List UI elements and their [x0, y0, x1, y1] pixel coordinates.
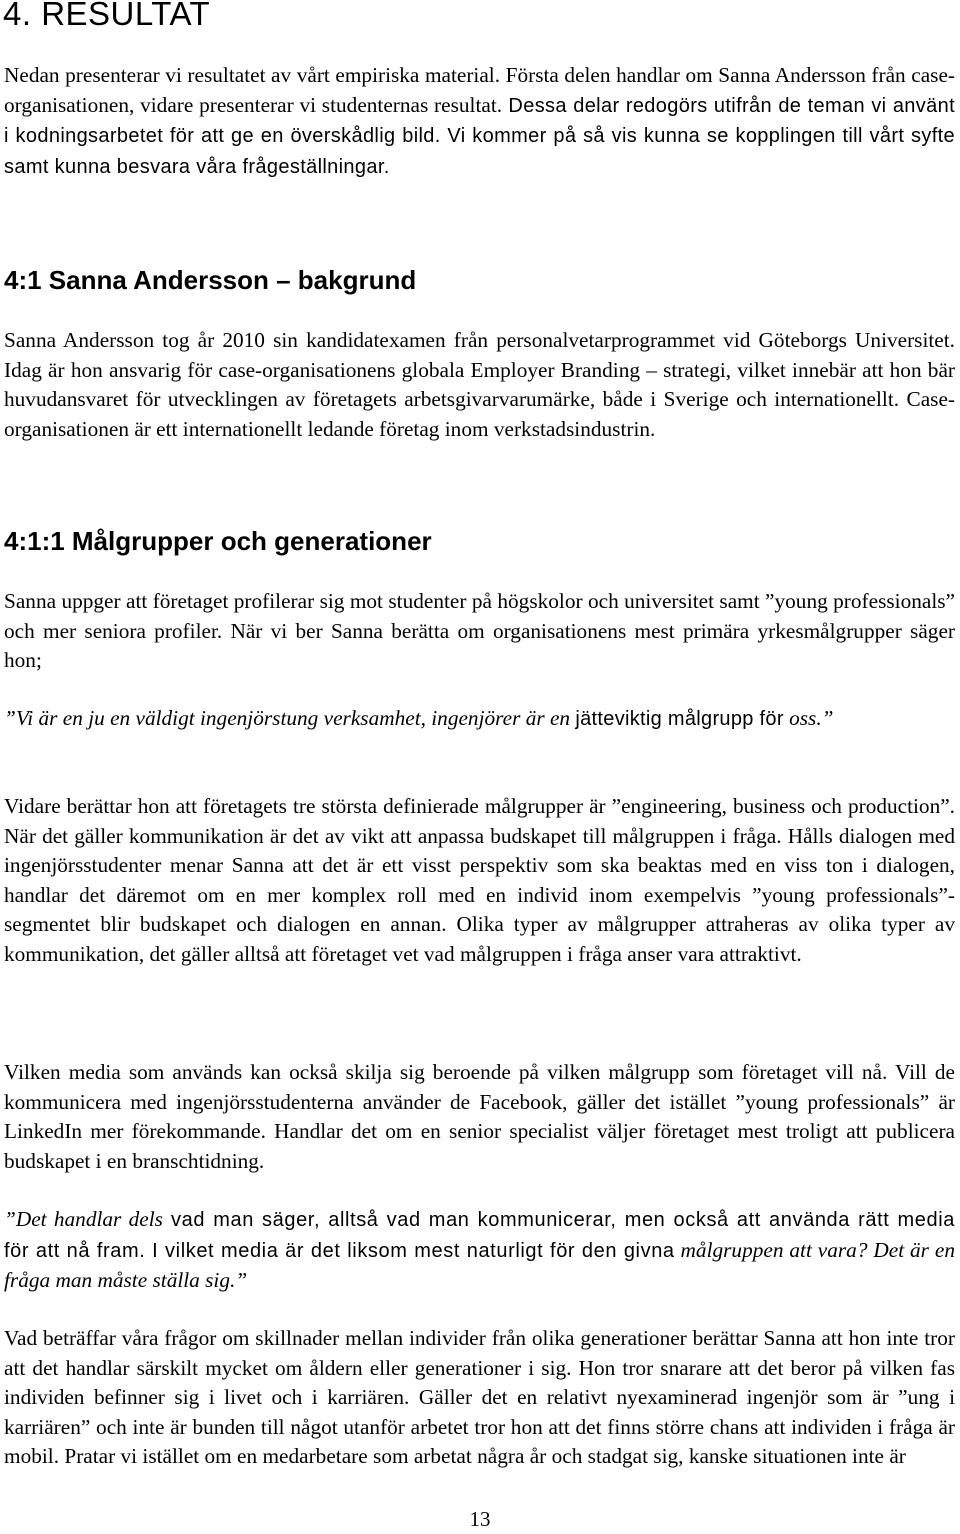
- section-4-1-1-paragraph-3: Vilken media som används kan också skilja sig beroende på vilken målgrupp som företaget vill nå. Vill de kommunicera med ingenjörsstudenterna använder de Facebook, gäller det istället ”young professionals” är LinkedIn mer förekommande. Handlar det om en senior specialist väljer företaget mest troligt att publicera budskapet i en branschtidning.: [4, 1060, 955, 1173]
- page-number: 13: [469, 1507, 491, 1531]
- intro-sentence-2: Dessa delar redogörs utifrån de teman vi använt i kodningsarbetet för att ge en överskådlig bild. Vi kommer på så vis kunna se kopplingen till vårt syfte samt kunna besvara våra frågeställningar.: [4, 94, 955, 178]
- quote-2: [4, 1205, 955, 1296]
- section-heading-4-1-1: 4:1:1 Målgrupper och generationer: [4, 526, 432, 556]
- quote-2-regular: vad man säger, alltså vad man kommunicerar, men också att använda rätt media för att nå fram. I vilket media är det liksom mest naturligt för den givna: [4, 1209, 955, 1262]
- section-4-1-1-paragraph-4: Vad beträffar våra frågor om skillnader mellan individer från olika generationer berättar Sanna att hon inte tror att det handlar särskilt mycket om åldern eller generationer i sig. Hon tror snarare att det beror på vilken fas individen befinner sig i livet och i karriären. Gäller det en relativt nyexaminerad ingenjör som är ”ung i karriären” och inte är bunden till något utanför arbetet tror hon att det finns större chans att individen i fråga är mobil. Pratar vi istället om en medarbetare som arbetat några år och stadgat sig, kanske situationen inte är: [4, 1326, 955, 1468]
- section-4-1-1-paragraph-1: Sanna uppger att företaget profilerar sig mot studenter på högskolor och universitet samt ”young professionals” och mer seniora profiler. När vi ber Sanna berätta om organisationens mest primära yrkesmålgrupper säger hon;: [4, 589, 955, 672]
- quote-2-italic-b: målgruppen att vara? Det är en fråga man måste ställa sig.”: [4, 1237, 955, 1292]
- section-4-1-1-paragraph-2: Vidare berättar hon att företagets tre största definierade målgrupper är ”engineering, business och production”. När det gäller kommunikation är det av vikt att anpassa budskapet till målgruppen i fråga. Hålls dialogen med ingenjörsstudenter menar Sanna att det är ett visst perspektiv som ska beaktas med en viss ton i dialogen, handlar det däremot om en mer komplex roll med en individ inom exempelvis ”young professionals”-segmentet blir budskapet och dialogen en annan. Olika typer av målgrupper attraheras av olika typer av kommunikation, det gäller alltså att företaget vet vad målgruppen i fråga anser vara attraktivt.: [4, 794, 955, 966]
- quote-2-italic-a: ”Det handlar dels: [4, 1207, 163, 1231]
- quote-1-italic-a: ”Vi är en ju en väldigt ingenjörstung verksamhet, ingenjörer är en: [4, 706, 576, 730]
- quote-1-italic-b: oss.”: [783, 706, 834, 730]
- section-heading-4-1: 4:1 Sanna Andersson – bakgrund: [4, 265, 417, 295]
- intro-sentence-1: Nedan presenterar vi resultatet av vårt empiriska material. Första delen handlar om Sanna Andersson från case-organisationen, vidare presenterar vi studenternas resultat.: [4, 63, 955, 117]
- quote-1: [4, 704, 955, 735]
- intro-paragraph: [4, 61, 955, 182]
- quote-1-regular: jätteviktig målgrupp för: [575, 708, 784, 730]
- chapter-title: 4. RESULTAT: [3, 0, 211, 32]
- section-4-1-paragraph: Sanna Andersson tog år 2010 sin kandidatexamen från personalvetarprogrammet vid Göteborgs Universitet. Idag är hon ansvarig för case-organisationens globala Employer Branding – strategi, vilket innebär att hon bär huvudansvaret för utvecklingen av företagets arbetsgivarvarumärke, både i Sverige och internationellt. Case-organisationen är ett internationellt ledande företag inom verkstadsindustrin.: [4, 328, 955, 441]
